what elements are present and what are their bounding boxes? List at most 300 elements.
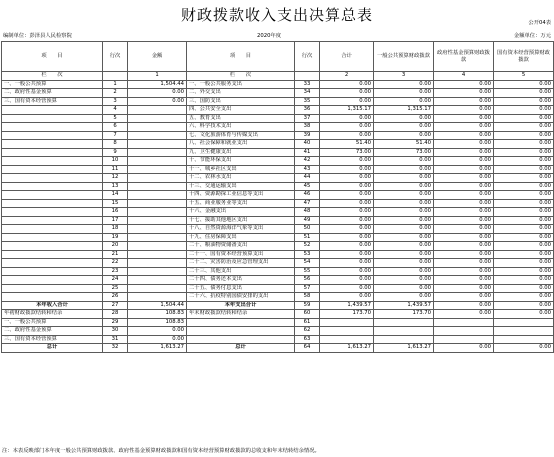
income-line: 5 <box>103 114 128 123</box>
fund-budget-amount: 0.00 <box>434 242 494 251</box>
income-amount <box>128 259 187 268</box>
expense-item: 十三、交通运输支出 <box>187 182 295 191</box>
expense-line: 62 <box>295 327 320 336</box>
general-budget-amount: 0.00 <box>374 233 434 242</box>
table-row <box>2 123 554 132</box>
expense-line: 43 <box>295 165 320 174</box>
expense-item: 二十二、灾害防治及应急管理支出 <box>187 259 295 268</box>
table-row <box>2 80 554 89</box>
expense-line: 57 <box>295 284 320 293</box>
income-line: 25 <box>103 284 128 293</box>
income-amount: 1,613.27 <box>128 344 187 353</box>
income-item: 二、政府性基金预算 <box>2 327 103 336</box>
table-row <box>2 165 554 174</box>
table-row <box>2 199 554 208</box>
income-item <box>2 123 103 132</box>
expense-item: 二十、粮油物资储备支出 <box>187 242 295 251</box>
expense-line: 51 <box>295 233 320 242</box>
income-line: 23 <box>103 267 128 276</box>
income-amount <box>128 131 187 140</box>
fund-budget-amount: 0.00 <box>434 123 494 132</box>
income-line: 2 <box>103 89 128 98</box>
general-budget-amount: 0.00 <box>374 157 434 166</box>
income-line: 13 <box>103 182 128 191</box>
expense-item: 十四、资源勘探工业信息等支出 <box>187 191 295 200</box>
income-line: 22 <box>103 259 128 268</box>
header-income-item: 项 目 <box>2 42 103 72</box>
fund-budget-amount: 0.00 <box>434 80 494 89</box>
table-row <box>2 301 554 310</box>
state-capital-amount: 0.00 <box>494 344 554 353</box>
income-amount <box>128 165 187 174</box>
expense-item: 一、一般公共服务支出 <box>187 80 295 89</box>
total-amount: 0.00 <box>320 242 374 251</box>
state-capital-amount: 0.00 <box>494 259 554 268</box>
state-capital-amount: 0.00 <box>494 233 554 242</box>
total-amount: 0.00 <box>320 259 374 268</box>
income-amount <box>128 106 187 115</box>
form-number: 公开04表 <box>528 20 551 26</box>
table-row <box>2 327 554 336</box>
fund-budget-amount: 0.00 <box>434 165 494 174</box>
fund-budget-amount: 0.00 <box>434 114 494 123</box>
header-expense-item: 项 目 <box>187 42 295 72</box>
expense-item: 总计 <box>187 344 295 353</box>
table-header-row <box>2 42 554 72</box>
state-capital-amount: 0.00 <box>494 148 554 157</box>
general-budget-amount: 0.00 <box>374 97 434 106</box>
unit-name: 编制单位：彭泽县人民检察院 <box>3 33 72 39</box>
total-amount: 1,439.57 <box>320 301 374 310</box>
header-general-budget: 一般公共预算财政拨款 <box>374 42 434 72</box>
income-item <box>2 293 103 302</box>
expense-line: 47 <box>295 199 320 208</box>
income-amount <box>128 182 187 191</box>
income-line: 7 <box>103 131 128 140</box>
total-amount: 51.40 <box>320 140 374 149</box>
table-row <box>2 250 554 259</box>
state-capital-amount <box>494 327 554 336</box>
income-line: 32 <box>103 344 128 353</box>
state-capital-amount: 0.00 <box>494 250 554 259</box>
income-item <box>2 216 103 225</box>
income-line: 16 <box>103 208 128 217</box>
expense-line: 41 <box>295 148 320 157</box>
income-line: 28 <box>103 310 128 319</box>
income-amount: 1,504.44 <box>128 301 187 310</box>
income-amount: 0.00 <box>128 89 187 98</box>
total-amount: 0.00 <box>320 276 374 285</box>
income-line: 18 <box>103 225 128 234</box>
header-state-capital: 国有资本经营预算财政拨款 <box>494 42 554 72</box>
state-capital-amount: 0.00 <box>494 165 554 174</box>
header-line-2: 行次 <box>295 42 320 72</box>
total-amount <box>320 318 374 327</box>
income-amount <box>128 225 187 234</box>
state-capital-amount: 0.00 <box>494 310 554 319</box>
total-amount: 0.00 <box>320 216 374 225</box>
expense-item: 年末财政拨款结转和结余 <box>187 310 295 319</box>
fund-budget-amount: 0.00 <box>434 250 494 259</box>
income-item <box>2 208 103 217</box>
income-amount: 0.00 <box>128 335 187 344</box>
total-amount: 0.00 <box>320 191 374 200</box>
total-amount <box>320 327 374 336</box>
expense-line: 33 <box>295 80 320 89</box>
state-capital-amount: 0.00 <box>494 123 554 132</box>
expense-item: 三、国防支出 <box>187 97 295 106</box>
income-amount <box>128 208 187 217</box>
total-amount: 0.00 <box>320 208 374 217</box>
income-amount: 1,504.44 <box>128 80 187 89</box>
general-budget-amount: 0.00 <box>374 89 434 98</box>
general-budget-amount: 0.00 <box>374 250 434 259</box>
fund-budget-amount: 0.00 <box>434 140 494 149</box>
table-row <box>2 97 554 106</box>
general-budget-amount: 0.00 <box>374 267 434 276</box>
income-line: 26 <box>103 293 128 302</box>
income-amount <box>128 293 187 302</box>
general-budget-amount: 0.00 <box>374 208 434 217</box>
expense-line: 46 <box>295 191 320 200</box>
income-line: 4 <box>103 106 128 115</box>
expense-item: 十六、金融支出 <box>187 208 295 217</box>
expense-item: 十八、自然资源海洋气象等支出 <box>187 225 295 234</box>
income-amount <box>128 284 187 293</box>
general-budget-amount: 1,315.17 <box>374 106 434 115</box>
state-capital-amount: 0.00 <box>494 284 554 293</box>
expense-line: 58 <box>295 293 320 302</box>
income-line: 24 <box>103 276 128 285</box>
expense-line: 39 <box>295 131 320 140</box>
expense-line: 48 <box>295 208 320 217</box>
income-line: 12 <box>103 174 128 183</box>
expense-line: 52 <box>295 242 320 251</box>
total-amount: 0.00 <box>320 199 374 208</box>
expense-item: 七、文化旅游体育与传媒支出 <box>187 131 295 140</box>
fund-budget-amount: 0.00 <box>434 182 494 191</box>
state-capital-amount: 0.00 <box>494 140 554 149</box>
income-line: 6 <box>103 123 128 132</box>
expense-item <box>187 335 295 344</box>
income-line: 8 <box>103 140 128 149</box>
expense-item: 二十五、债务付息支出 <box>187 284 295 293</box>
income-line: 3 <box>103 97 128 106</box>
general-budget-amount: 0.00 <box>374 199 434 208</box>
expense-item: 二十三、其他支出 <box>187 267 295 276</box>
income-item: 三、国有资本经营预算 <box>2 335 103 344</box>
fund-budget-amount: 0.00 <box>434 310 494 319</box>
general-budget-amount: 0.00 <box>374 182 434 191</box>
table-row <box>2 174 554 183</box>
state-capital-amount: 0.00 <box>494 208 554 217</box>
general-budget-amount: 0.00 <box>374 131 434 140</box>
table-row <box>2 293 554 302</box>
expense-item: 十五、商业服务业等支出 <box>187 199 295 208</box>
fund-budget-amount <box>434 335 494 344</box>
column-label: 栏 次 <box>2 72 103 81</box>
state-capital-amount: 0.00 <box>494 242 554 251</box>
income-amount <box>128 174 187 183</box>
total-amount: 0.00 <box>320 123 374 132</box>
expense-item: 六、科学技术支出 <box>187 123 295 132</box>
total-amount: 0.00 <box>320 157 374 166</box>
income-item <box>2 114 103 123</box>
expense-item: 二十一、国有资本经营预算支出 <box>187 250 295 259</box>
expense-line: 56 <box>295 276 320 285</box>
income-item: 本年收入合计 <box>2 301 103 310</box>
income-item <box>2 284 103 293</box>
table-row <box>2 131 554 140</box>
income-item <box>2 199 103 208</box>
income-item <box>2 157 103 166</box>
fund-budget-amount: 0.00 <box>434 131 494 140</box>
income-item <box>2 182 103 191</box>
column-index-5: 5 <box>494 72 554 81</box>
expense-item: 二、外交支出 <box>187 89 295 98</box>
fund-budget-amount: 0.00 <box>434 225 494 234</box>
expense-item: 十二、农林水支出 <box>187 174 295 183</box>
expense-line: 34 <box>295 89 320 98</box>
fund-budget-amount: 0.00 <box>434 208 494 217</box>
expense-item: 四、公共安全支出 <box>187 106 295 115</box>
fund-budget-amount: 0.00 <box>434 216 494 225</box>
income-item <box>2 250 103 259</box>
income-amount <box>128 242 187 251</box>
fund-budget-amount: 0.00 <box>434 293 494 302</box>
income-item <box>2 165 103 174</box>
header-total: 合计 <box>320 42 374 72</box>
column-index-1: 1 <box>128 72 187 81</box>
income-line: 21 <box>103 250 128 259</box>
income-line: 27 <box>103 301 128 310</box>
income-line: 11 <box>103 165 128 174</box>
income-item: 年初财政拨款结转和结余 <box>2 310 103 319</box>
total-amount <box>320 335 374 344</box>
table-row <box>2 182 554 191</box>
fund-budget-amount: 0.00 <box>434 89 494 98</box>
state-capital-amount: 0.00 <box>494 267 554 276</box>
column-index-row <box>2 72 554 81</box>
fund-budget-amount: 0.00 <box>434 191 494 200</box>
income-item <box>2 259 103 268</box>
fund-budget-amount <box>434 318 494 327</box>
income-item <box>2 225 103 234</box>
general-budget-amount: 0.00 <box>374 276 434 285</box>
general-budget-amount: 51.40 <box>374 140 434 149</box>
currency-unit: 金额单位：万元 <box>513 33 551 39</box>
income-line: 1 <box>103 80 128 89</box>
income-item <box>2 106 103 115</box>
general-budget-amount: 0.00 <box>374 165 434 174</box>
table-row <box>2 148 554 157</box>
report-title: 财政拨款收入支出决算总表 <box>180 6 373 24</box>
table-row <box>2 233 554 242</box>
expense-item: 十九、住房保障支出 <box>187 233 295 242</box>
expense-item: 十、节能环保支出 <box>187 157 295 166</box>
total-amount: 0.00 <box>320 114 374 123</box>
income-line: 14 <box>103 191 128 200</box>
income-line: 19 <box>103 233 128 242</box>
table-row <box>2 310 554 319</box>
expense-line: 54 <box>295 259 320 268</box>
fund-budget-amount: 0.00 <box>434 276 494 285</box>
fund-budget-amount: 0.00 <box>434 267 494 276</box>
fund-budget-amount: 0.00 <box>434 97 494 106</box>
total-amount: 0.00 <box>320 80 374 89</box>
total-amount: 0.00 <box>320 225 374 234</box>
income-amount <box>128 233 187 242</box>
income-amount <box>128 140 187 149</box>
fund-budget-amount: 0.00 <box>434 259 494 268</box>
general-budget-amount: 173.70 <box>374 310 434 319</box>
expense-line: 53 <box>295 250 320 259</box>
income-item <box>2 242 103 251</box>
state-capital-amount: 0.00 <box>494 80 554 89</box>
state-capital-amount: 0.00 <box>494 174 554 183</box>
expense-item: 十七、援助其他地区支出 <box>187 216 295 225</box>
state-capital-amount: 0.00 <box>494 114 554 123</box>
fund-budget-amount: 0.00 <box>434 174 494 183</box>
general-budget-amount: 73.00 <box>374 148 434 157</box>
income-amount <box>128 123 187 132</box>
state-capital-amount: 0.00 <box>494 157 554 166</box>
general-budget-amount: 0.00 <box>374 284 434 293</box>
table-row <box>2 216 554 225</box>
general-budget-amount: 0.00 <box>374 225 434 234</box>
total-amount: 1,315.17 <box>320 106 374 115</box>
expense-item <box>187 327 295 336</box>
table-row <box>2 344 554 353</box>
total-amount: 0.00 <box>320 250 374 259</box>
expense-line: 49 <box>295 216 320 225</box>
expense-line: 45 <box>295 182 320 191</box>
table-row <box>2 157 554 166</box>
income-line: 20 <box>103 242 128 251</box>
fund-budget-amount: 0.00 <box>434 301 494 310</box>
total-amount: 0.00 <box>320 131 374 140</box>
expense-item: 十一、城乡社区支出 <box>187 165 295 174</box>
expense-item: 五、教育支出 <box>187 114 295 123</box>
income-amount <box>128 216 187 225</box>
table-row <box>2 284 554 293</box>
expense-line: 55 <box>295 267 320 276</box>
state-capital-amount: 0.00 <box>494 276 554 285</box>
table-row <box>2 259 554 268</box>
general-budget-amount: 0.00 <box>374 259 434 268</box>
table-row <box>2 242 554 251</box>
table-row <box>2 276 554 285</box>
expense-item: 二十四、债务还本支出 <box>187 276 295 285</box>
column-index-2: 2 <box>320 72 374 81</box>
expense-line: 60 <box>295 310 320 319</box>
state-capital-amount <box>494 318 554 327</box>
income-item <box>2 276 103 285</box>
general-budget-amount: 1,613.27 <box>374 344 434 353</box>
table-row <box>2 318 554 327</box>
total-amount: 0.00 <box>320 284 374 293</box>
table-row <box>2 89 554 98</box>
income-item <box>2 131 103 140</box>
general-budget-amount: 0.00 <box>374 191 434 200</box>
fund-budget-amount: 0.00 <box>434 284 494 293</box>
income-amount <box>128 267 187 276</box>
header-fund-budget: 政府性基金预算财政拨款 <box>434 42 494 72</box>
fund-budget-amount: 0.00 <box>434 233 494 242</box>
expense-item: 九、卫生健康支出 <box>187 148 295 157</box>
general-budget-amount: 0.00 <box>374 123 434 132</box>
income-amount: 108.83 <box>128 310 187 319</box>
general-budget-amount <box>374 318 434 327</box>
header-amount: 金额 <box>128 42 187 72</box>
income-line: 9 <box>103 148 128 157</box>
table-row <box>2 140 554 149</box>
fund-budget-amount: 0.00 <box>434 106 494 115</box>
table-row <box>2 267 554 276</box>
table-note: 注：本表反映部门本年度一般公共预算财政拨款、政府性基金预算财政拨款和国有资本经营预算财政拨款的总收支和年末结转结余情况。 <box>2 448 320 454</box>
income-line: 29 <box>103 318 128 327</box>
state-capital-amount <box>494 335 554 344</box>
income-item: 总计 <box>2 344 103 353</box>
total-amount: 0.00 <box>320 233 374 242</box>
total-amount: 0.00 <box>320 182 374 191</box>
state-capital-amount: 0.00 <box>494 191 554 200</box>
general-budget-amount: 0.00 <box>374 114 434 123</box>
general-budget-amount: 0.00 <box>374 242 434 251</box>
income-item <box>2 233 103 242</box>
expense-item <box>187 318 295 327</box>
income-item: 一、一般公共预算 <box>2 318 103 327</box>
total-amount: 0.00 <box>320 267 374 276</box>
income-line: 15 <box>103 199 128 208</box>
expense-line: 64 <box>295 344 320 353</box>
total-amount: 173.70 <box>320 310 374 319</box>
income-amount <box>128 114 187 123</box>
table-row <box>2 191 554 200</box>
expense-item: 本年支出合计 <box>187 301 295 310</box>
general-budget-amount: 0.00 <box>374 216 434 225</box>
income-item <box>2 148 103 157</box>
state-capital-amount: 0.00 <box>494 131 554 140</box>
fund-budget-amount <box>434 327 494 336</box>
table-row <box>2 335 554 344</box>
table-row <box>2 225 554 234</box>
expense-line: 44 <box>295 174 320 183</box>
income-line: 10 <box>103 157 128 166</box>
total-amount: 0.00 <box>320 165 374 174</box>
summary-table <box>1 41 554 353</box>
income-amount <box>128 191 187 200</box>
income-item <box>2 174 103 183</box>
expense-line: 35 <box>295 97 320 106</box>
fund-budget-amount: 0.00 <box>434 148 494 157</box>
total-amount: 73.00 <box>320 148 374 157</box>
fund-budget-amount: 0.00 <box>434 157 494 166</box>
fund-budget-amount: 0.00 <box>434 199 494 208</box>
state-capital-amount: 0.00 <box>494 106 554 115</box>
state-capital-amount: 0.00 <box>494 182 554 191</box>
column-index-3: 3 <box>374 72 434 81</box>
income-amount: 0.00 <box>128 97 187 106</box>
expense-line: 63 <box>295 335 320 344</box>
general-budget-amount: 0.00 <box>374 174 434 183</box>
general-budget-amount <box>374 335 434 344</box>
table-row <box>2 106 554 115</box>
expense-line: 37 <box>295 114 320 123</box>
income-item: 一、一般公共预算 <box>2 80 103 89</box>
expense-line: 50 <box>295 225 320 234</box>
general-budget-amount: 0.00 <box>374 80 434 89</box>
